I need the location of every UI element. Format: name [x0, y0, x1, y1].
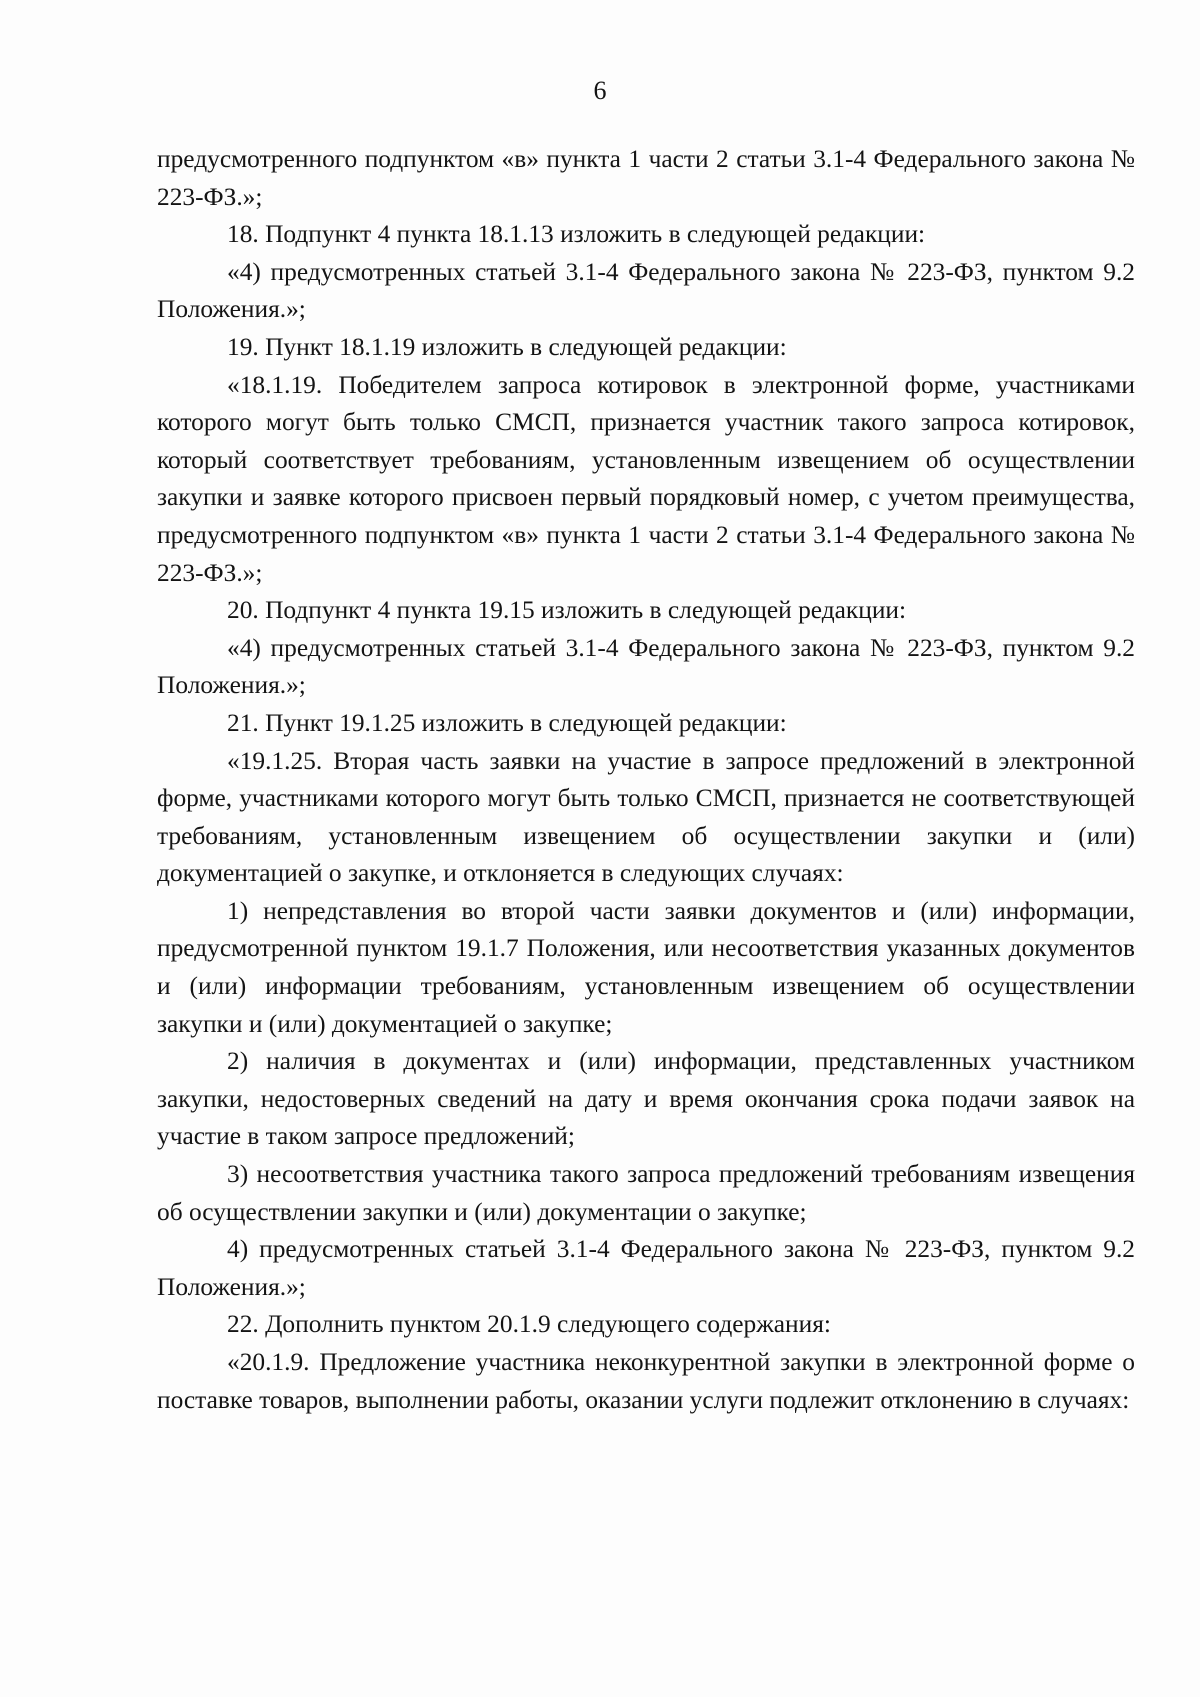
paragraph: «4) предусмотренных статьей 3.1-4 Федерального закона № 223-ФЗ, пунктом 9.2 Положения.»;: [157, 257, 1135, 324]
paragraph: 22. Дополнить пунктом 20.1.9 следующего содержания:: [227, 1310, 831, 1339]
paragraph: 1) непредставления во второй части заявки документов и (или) информации, предусмотренной пунктом 19.1.7 Положения, или несоответствия указанных документов и (или) информации требованиям, установленным извещением об осуществлении закупки и (или) документацией о закупке;: [157, 896, 1135, 1038]
paragraph: предусмотренного подпунктом «в» пункта 1 части 2 статьи 3.1-4 Федерального закона № 223-ФЗ.»;: [157, 145, 1135, 211]
paragraph: «19.1.25. Вторая часть заявки на участие в запросе предложений в электронной форме, участниками которого могут быть только СМСП, признается не соответствующей требованиям, установленным извещением об осуществлении закупки и (или) документацией о закупке, и отклоняется в следующих случаях:: [157, 746, 1135, 888]
page-number: 6: [593, 76, 607, 105]
paragraph: 21. Пункт 19.1.25 изложить в следующей редакции:: [227, 708, 787, 737]
paragraph: 19. Пункт 18.1.19 изложить в следующей редакции:: [227, 332, 787, 361]
paragraph: «20.1.9. Предложение участника неконкурентной закупки в электронной форме о поставке товаров, выполнении работы, оказании услуги подлежит отклонению в случаях:: [157, 1348, 1135, 1414]
paragraph: «18.1.19. Победителем запроса котировок в электронной форме, участниками которого могут быть только СМСП, признается участник такого запроса котировок, который соответствует требованиям, установленным извещением об осуществлении закупки и заявке которого присвоен первый порядковый номер, с учетом преимущества, предусмотренного подпунктом «в» пункта 1 части 2 статьи 3.1-4 Федерального закона № 223-ФЗ.»;: [157, 370, 1135, 587]
paragraph: 2) наличия в документах и (или) информации, представленных участником закупки, недостоверных сведений на дату и время окончания срока подачи заявок на участие в таком запросе предложений;: [157, 1047, 1135, 1151]
paragraph: 20. Подпункт 4 пункта 19.15 изложить в следующей редакции:: [227, 596, 907, 625]
paragraph: 3) несоответствия участника такого запроса предложений требованиям извещения об осуществлении закупки и (или) документации о закупке;: [157, 1160, 1135, 1226]
document-body: [157, 141, 1135, 1419]
paragraph: 18. Подпункт 4 пункта 18.1.13 изложить в следующей редакции:: [227, 220, 926, 249]
paragraph: 4) предусмотренных статьей 3.1-4 Федерального закона № 223-ФЗ, пунктом 9.2 Положения.»;: [157, 1235, 1135, 1301]
paragraph: «4) предусмотренных статьей 3.1-4 Федерального закона № 223-ФЗ, пунктом 9.2 Положения.»;: [157, 633, 1135, 700]
